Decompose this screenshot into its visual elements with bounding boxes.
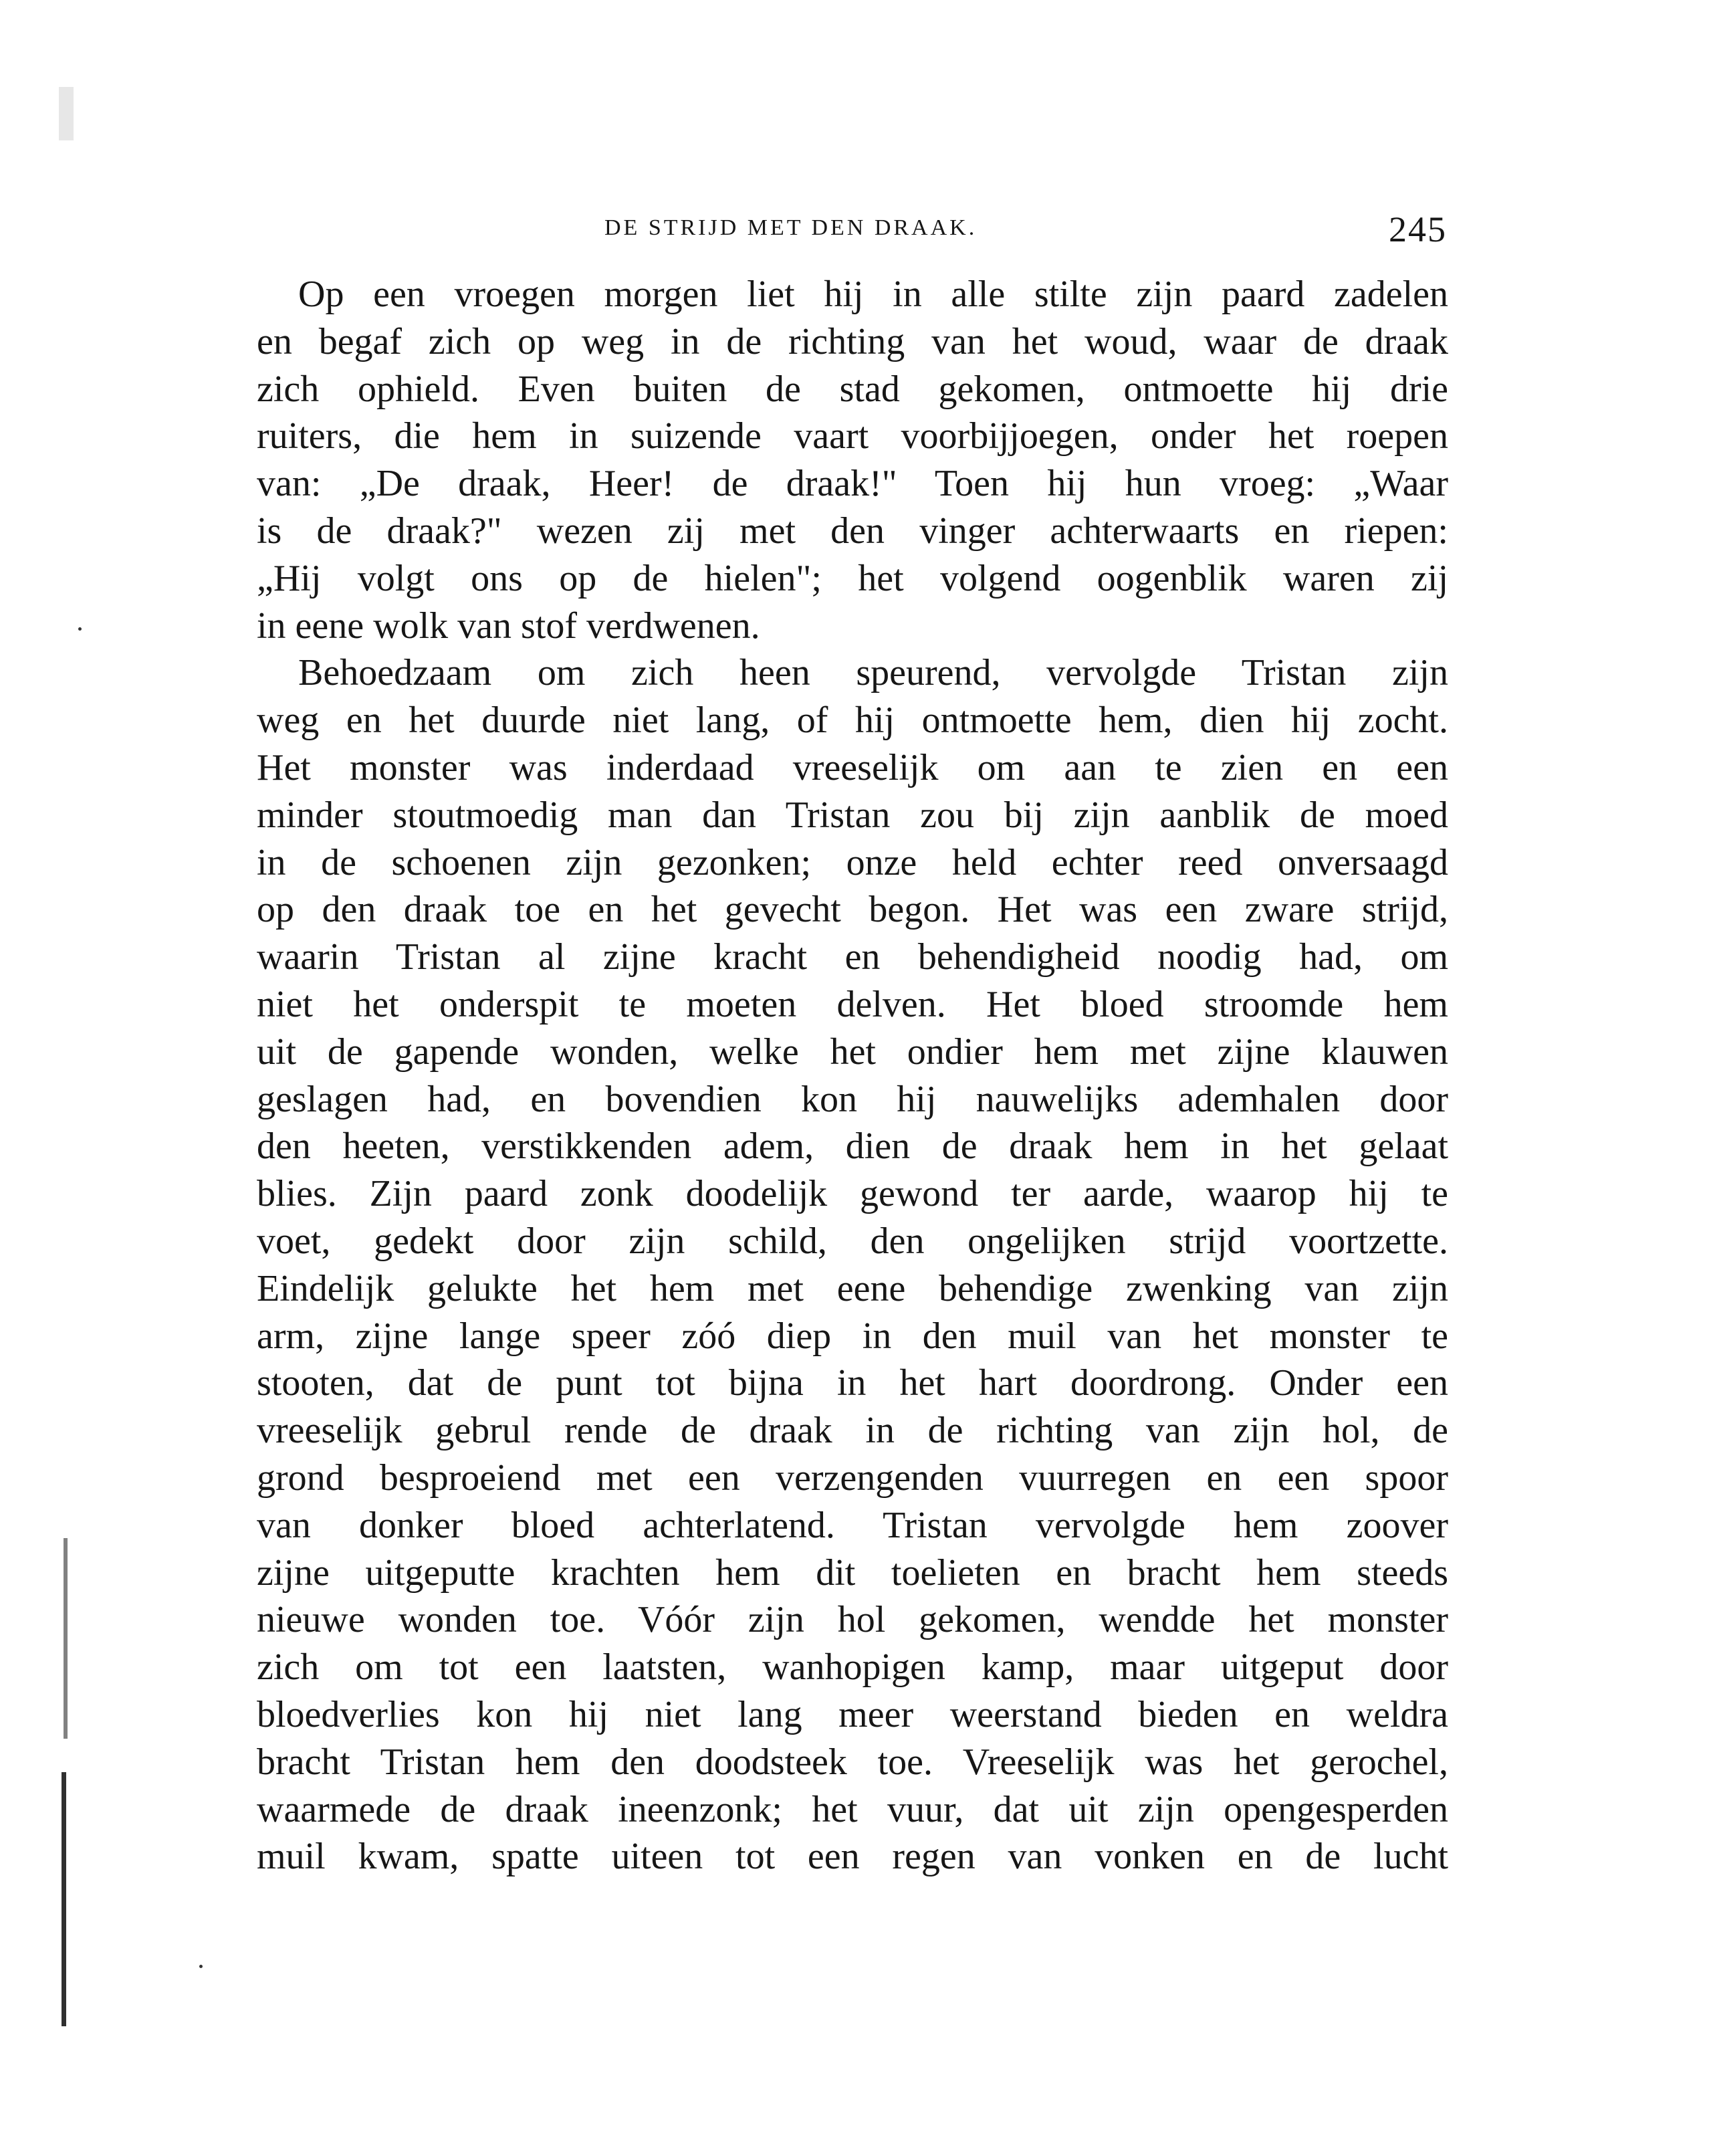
text-line: „Hij volgt ons op de hielen"; het volgend oogenblik waren zij [257, 557, 1448, 599]
text-line: Behoedzaam om zich heen speurend, vervolgde Tristan zijn [298, 652, 1448, 694]
text-line: in de schoenen zijn gezonken; onze held echter reed onversaagd [257, 841, 1448, 883]
text-line: van: „De draak, Heer! de draak!" Toen hij hun vroeg: „Waar [257, 463, 1448, 505]
text-line: van donker bloed achterlatend. Tristan vervolgde hem zoover [257, 1504, 1448, 1546]
text-line: nieuwe wonden toe. Vóór zijn hol gekomen, wendde het monster [257, 1599, 1448, 1641]
body-text [257, 271, 1448, 1880]
text-line: Het monster was inderdaad vreeselijk om aan te zien en een [257, 746, 1448, 788]
scan-speck [78, 627, 82, 631]
text-line: in eene wolk van stof verdwenen. [257, 605, 760, 647]
text-line: zich ophield. Even buiten de stad gekomen, ontmoette hij drie [257, 368, 1448, 410]
text-line: den heeten, verstikkenden adem, dien de draak hem in het gelaat [257, 1125, 1448, 1168]
text-line: en begaf zich op weg in de richting van het woud, waar de draak [257, 320, 1448, 362]
scan-speck [199, 1965, 203, 1968]
text-line: waarin Tristan al zijne kracht en behendigheid noodig had, om [257, 936, 1448, 978]
text-line: bloedverlies kon hij niet lang meer weerstand bieden en weldra [257, 1693, 1448, 1735]
text-line: zijne uitgeputte krachten hem dit toelieten en bracht hem steeds [257, 1551, 1448, 1594]
binding-edge-shadow [64, 1538, 68, 1739]
text-line: stooten, dat de punt tot bijna in het hart doordrong. Onder een [257, 1362, 1448, 1404]
text-line: uit de gapende wonden, welke het ondier hem met zijne klauwen [257, 1031, 1448, 1073]
text-line: vreeselijk gebrul rende de draak in de richting van zijn hol, de [257, 1410, 1448, 1452]
page-number: 245 [1389, 209, 1447, 249]
text-line: op den draak toe en het gevecht begon. Het was een zware strijd, [257, 889, 1448, 931]
text-line: voet, gedekt door zijn schild, den ongelijken strijd voortzette. [257, 1220, 1448, 1262]
text-line: is de draak?" wezen zij met den vinger achterwaarts en riepen: [257, 510, 1448, 552]
text-line: niet het onderspit te moeten delven. Het bloed stroomde hem [257, 983, 1448, 1025]
text-line: geslagen had, en bovendien kon hij nauwelijks ademhalen door [257, 1078, 1448, 1120]
text-line: waarmede de draak ineenzonk; het vuur, dat uit zijn opengesperden [257, 1788, 1448, 1830]
chapter-title: DE STRIJD MET DEN DRAAK. [604, 215, 978, 240]
text-line: ruiters, die hem in suizende vaart voorbijjoegen, onder het roepen [257, 415, 1448, 457]
text-line: blies. Zijn paard zonk doodelijk gewond ter aarde, waarop hij te [257, 1173, 1448, 1215]
running-header [257, 209, 1447, 263]
text-line: muil kwam, spatte uiteen tot een regen van vonken en de lucht [257, 1836, 1448, 1878]
text-line: minder stoutmoedig man dan Tristan zou bij zijn aanblik de moed [257, 794, 1448, 836]
text-line: weg en het duurde niet lang, of hij ontmoette hem, dien hij zocht. [257, 699, 1448, 742]
text-line: Eindelijk gelukte het hem met eene behendige zwenking van zijn [257, 1267, 1448, 1309]
scan-smudge [59, 87, 74, 140]
text-line: bracht Tristan hem den doodsteek toe. Vreeselijk was het gerochel, [257, 1741, 1448, 1783]
binding-edge-shadow [62, 1772, 66, 2026]
text-line: grond besproeiend met een verzengenden vuurregen en een spoor [257, 1457, 1448, 1499]
text-line: arm, zijne lange speer zóó diep in den muil van het monster te [257, 1315, 1448, 1357]
text-line: zich om tot een laatsten, wanhopigen kamp, maar uitgeput door [257, 1646, 1448, 1689]
text-line: Op een vroegen morgen liet hij in alle stilte zijn paard zadelen [298, 274, 1448, 315]
